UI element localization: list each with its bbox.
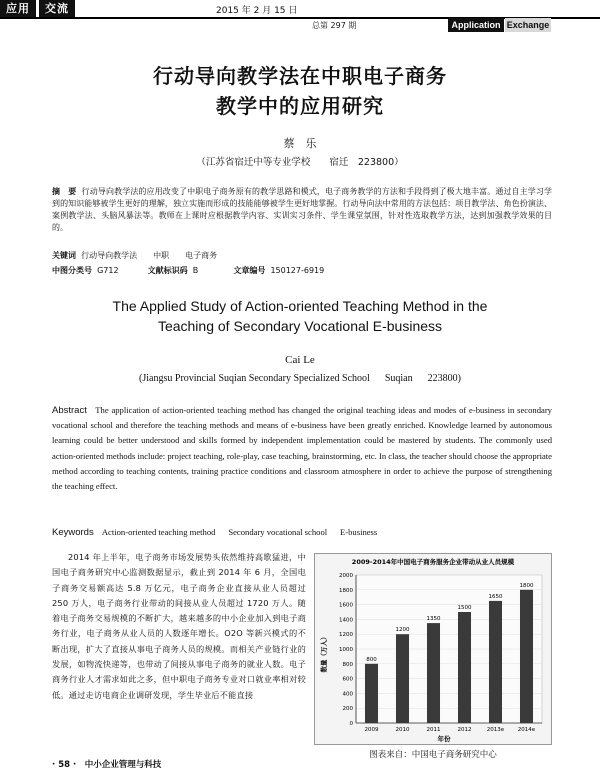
keywords-en — [52, 525, 552, 540]
body-text: 2014 年上半年，电子商务市场发展势头依然维持高歌猛进，中国电子商务研究中心监测数据显示，截止到 2014 年 6 月，全国电子商务交易额高达 5.8 万亿元，电子商务企业直接从业人员超过 250 万人，电子商务行业带动的间接从业人员超过 1720 万人。随着电子商务交易规模的不断扩大，越来越多的中小企业加入到电子商务行业，电子商务从业人员的人数逐年增长。O2O 等新兴模式的不断出现，扩大了直接从事电子商务人员的规模。而相关产业链行业的发展，如物流快递等，也带动了间接从事电子商务的就业人数。电子商务行业人才需求如此之多，但中职电子商务专业对口就业率相对较低。通过走访电商企业调研发现，学生毕业后不能直接 — [52, 552, 306, 700]
keywords-en-text: Action-oriented teaching method Secondary vocational school E-business — [101, 527, 378, 537]
issue-number: 总第 297 期 — [312, 21, 357, 30]
bar-value-label: 1350 — [426, 616, 441, 623]
bar-value-label: 1800 — [519, 582, 534, 589]
chart-frame — [314, 553, 552, 745]
clc-value: G712 — [97, 266, 119, 275]
tag-exchange: Exchange — [506, 20, 550, 30]
y-tick-label: 0 — [349, 721, 353, 727]
keywords-en-label: Keywords — [52, 527, 94, 538]
chart-plot-area — [339, 573, 542, 733]
bar — [458, 612, 471, 723]
tag-application: Application — [448, 18, 504, 32]
clc-label: 中图分类号 — [52, 266, 92, 275]
issue-date: 2015 年 2 月 15 日 — [216, 6, 298, 16]
x-tick-label: 2013e — [486, 727, 505, 733]
y-tick-label: 1800 — [339, 587, 353, 594]
keywords-cn-text: 行动导向教学法 中职 电子商务 — [81, 251, 218, 260]
doc-code-label: 文献标识码 — [147, 266, 188, 275]
doc-code-value: B — [192, 266, 199, 275]
bar — [365, 664, 378, 723]
page-footer: · 58 · 中小企业管理与科技 — [52, 760, 162, 770]
bar — [396, 634, 409, 723]
y-tick-label: 1000 — [339, 647, 353, 653]
article-number-label: 文章编号 — [233, 266, 266, 275]
abstract-en — [52, 403, 552, 494]
bar-chart — [314, 553, 552, 745]
x-tick-label: 2012 — [457, 727, 472, 733]
abstract-cn — [52, 186, 552, 234]
title-cn-line-1: 行动导向教学法在中职电子商务 — [153, 64, 447, 88]
author-en: Cai Le — [285, 354, 315, 366]
y-tick-label: 1200 — [339, 632, 353, 639]
y-axis-label: 数量（万人） — [320, 633, 328, 673]
bar — [520, 590, 533, 723]
affiliation-cn: （江苏省宿迁中等专业学校 宿迁 223800） — [196, 157, 404, 168]
x-tick-label: 2011 — [426, 727, 441, 733]
keywords-cn-label: 关键词 — [52, 251, 76, 260]
bar-value-label: 1200 — [395, 627, 410, 634]
keywords-cn — [52, 250, 552, 262]
author-cn: 蔡 乐 — [283, 137, 317, 150]
y-tick-label: 600 — [342, 676, 353, 683]
x-axis-label: 年份 — [437, 735, 451, 743]
bar — [427, 623, 440, 723]
x-tick-label: 2009 — [364, 727, 379, 733]
y-tick-label: 1400 — [339, 617, 353, 624]
chart-title: 2009-2014年中国电子商务服务企业带动从业人员规模 — [351, 558, 515, 566]
section-label-application: 应用 — [0, 0, 36, 18]
bar-value-label: 800 — [366, 656, 377, 663]
y-tick-label: 400 — [342, 691, 353, 698]
y-tick-label: 2000 — [339, 573, 353, 579]
affiliation-en: (Jiangsu Provincial Suqian Secondary Specialized School Suqian 223800) — [139, 373, 461, 384]
article-number-value: 150127-6919 — [270, 266, 325, 275]
chart-caption: 图表来自：中国电子商务研究中心 — [369, 750, 497, 760]
y-axis-label-group — [319, 634, 328, 673]
abstract-en-label: Abstract — [52, 405, 87, 416]
title-en-line-1: The Applied Study of Action-oriented Teaching Method in the — [112, 298, 488, 314]
y-tick-label: 200 — [342, 706, 353, 713]
x-tick-label: 2010 — [395, 727, 410, 733]
x-tick-label: 2014e — [517, 727, 536, 733]
y-tick-label: 800 — [342, 661, 353, 668]
abstract-cn-label: 摘 要 — [52, 187, 77, 196]
bar — [489, 601, 502, 723]
y-tick-label: 1600 — [339, 602, 353, 609]
bar-value-label: 1500 — [457, 605, 472, 611]
bar-value-label: 1650 — [488, 593, 503, 600]
section-label-exchange: 交流 — [39, 0, 75, 18]
title-cn-line-2: 教学中的应用研究 — [216, 94, 384, 118]
title-en-line-2: Teaching of Secondary Vocational E-business — [157, 318, 443, 334]
abstract-cn-text: 行动导向教学法的应用改变了中职电子商务原有的教学思路和模式，电子商务教学的方法和手段得到了极大地丰富。通过自主学习学到的知识能够被学生更好的理解，独立实施而形成的技能能够被学生更好地掌握。行动导向法中常用的方法包括：项目教学法、角色扮演法、案例教学法、头脑风暴法等。教师在上课时应根据教学内容、实训实习条件、学生课堂氛围，针对性选取教学方法，达到加强教学效果的目的。 — [52, 187, 552, 232]
classification-row — [52, 265, 552, 277]
abstract-en-text: The application of action-oriented teaching method has changed the original teaching ideas and modes of e-business in secondary vocational school and therefore the teaching methods and means of e-business have been greatly enriched. Knowledge learned by autonomous learning could be better understood and skills formed by independent implementation could be mastered by students. The commonly used action-oriented methods include: project teaching, role-play, case teaching, brainstorming, etc. In class, the teacher should choose the appropriate method according to teaching contents, training practice conditions and classroom atmosphere in order to achieve the purpose of strengthening the teaching effect. — [52, 405, 552, 492]
